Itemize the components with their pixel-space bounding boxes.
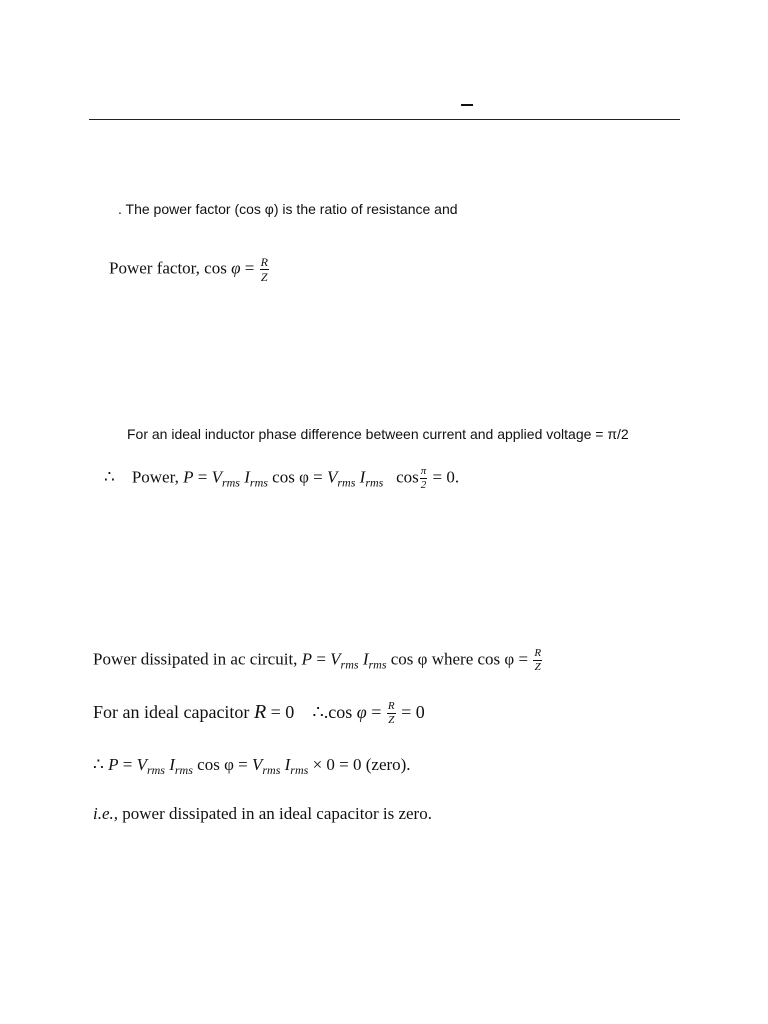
cap1-Z: Z	[534, 661, 541, 673]
cap3-V1: V	[136, 755, 147, 774]
cap2-zero: = 0	[266, 702, 295, 722]
ind-I2: I	[359, 467, 366, 487]
ind-P: P	[183, 467, 194, 487]
cap3-rms4: rms	[290, 763, 309, 777]
cap2-R: R	[253, 701, 267, 723]
cap1-rms2: rms	[368, 657, 387, 672]
cap3-V2: V	[251, 755, 263, 774]
ind-cosphi: cos φ =	[267, 467, 327, 487]
cap3-rms3: rms	[262, 763, 281, 777]
cap3-cos: cos φ =	[192, 755, 252, 774]
cap1-V: V	[330, 649, 341, 669]
cap3-I1: I	[169, 755, 175, 774]
inductor-line: For an ideal inductor phase difference between current and applied voltage = π/2	[127, 426, 629, 442]
ind-I1: I	[244, 467, 250, 487]
cap-line-4	[93, 804, 432, 824]
pf-num: R	[260, 255, 268, 269]
cap3-therefore: ∴	[93, 755, 109, 774]
ind-cos: cos	[396, 467, 419, 487]
cap-line-3	[93, 755, 411, 775]
header-rule	[89, 119, 680, 120]
cap3-rms2: rms	[174, 763, 193, 777]
cap1-I: I	[362, 649, 369, 669]
ind-therefore: ∴	[104, 467, 115, 487]
cap3-eq: =	[118, 755, 137, 774]
cap2-end: = 0	[396, 702, 425, 722]
cap1-cos: cos φ where cos φ =	[386, 649, 533, 669]
cap1-text: Power dissipated in ac circuit,	[93, 649, 302, 669]
intro-line: . The power factor (cos φ) is the ratio of resistance and	[118, 201, 458, 217]
cap2-phi: φ	[356, 702, 367, 722]
cap4-ie: i.e.,	[93, 804, 119, 823]
cap2-therefore: ∴.cos	[312, 702, 357, 722]
ind-result: = 0.	[428, 467, 460, 487]
inductor-equation	[104, 466, 459, 491]
cap4-text: power dissipated in an ideal capacitor is zero.	[118, 804, 432, 823]
cap2-text: For an ideal capacitor	[93, 702, 254, 722]
cap-line-1	[93, 648, 543, 673]
cap-line-2	[93, 701, 425, 726]
cap2-fraction	[387, 701, 396, 726]
pf-den: Z	[260, 270, 268, 284]
cap1-rms1: rms	[340, 657, 359, 672]
cap3-P: P	[108, 755, 119, 774]
header-dash	[461, 104, 473, 106]
ind-rms1: rms	[221, 475, 240, 490]
power-factor-equation	[109, 256, 270, 283]
ind-eq: =	[193, 467, 212, 487]
cap2-num: R	[387, 700, 395, 713]
cap3-I2: I	[284, 755, 291, 774]
ind-V1: V	[211, 467, 222, 487]
ind-rms3: rms	[337, 475, 356, 490]
cap1-fraction	[533, 648, 542, 673]
pf-phi: φ	[231, 258, 241, 278]
pf-equals: =	[240, 258, 259, 278]
cap3-end: × 0 = 0 (zero).	[308, 755, 411, 774]
pf-fraction	[260, 256, 269, 283]
cap1-eq: =	[312, 649, 331, 669]
cap1-R: R	[534, 647, 542, 659]
pf-label: Power factor, cos	[109, 258, 232, 278]
ind-rms4: rms	[365, 475, 384, 490]
ind-two: 2	[420, 479, 427, 491]
cap2-den: Z	[388, 714, 395, 727]
cap3-rms1: rms	[146, 763, 165, 777]
ind-pi-fraction	[420, 466, 428, 491]
ind-pi: π	[420, 465, 427, 477]
ind-power-label: Power,	[131, 467, 184, 487]
ind-V2: V	[326, 467, 338, 487]
cap2-eq: =	[366, 702, 386, 722]
cap1-P: P	[301, 649, 313, 669]
ind-rms2: rms	[249, 475, 268, 490]
